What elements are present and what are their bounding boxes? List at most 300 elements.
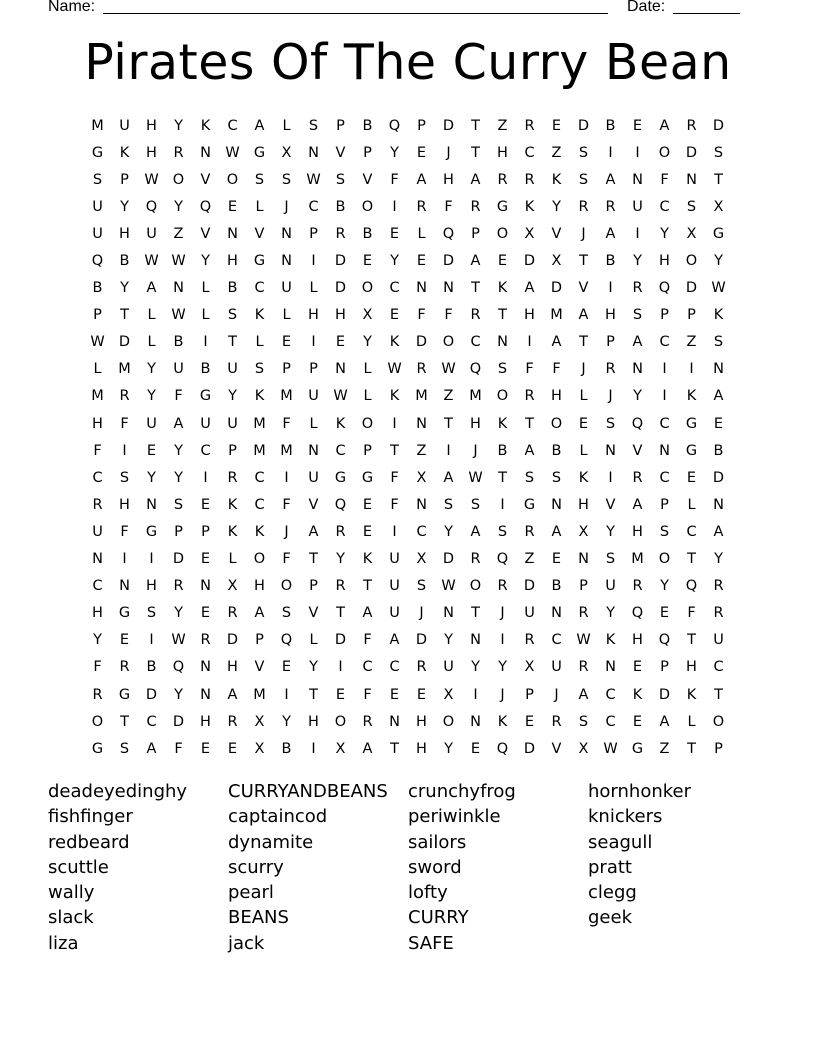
grid-letter: A [524,442,535,459]
grid-letter: H [227,659,238,676]
word-item: geek [588,907,632,929]
grid-letter: T [498,469,507,486]
grid-letter: J [473,442,478,459]
grid-letter: D [685,144,698,161]
grid-letter: U [551,659,562,676]
grid-letter: S [470,496,481,513]
grid-letter: I [527,334,532,351]
grid-letter: M [91,117,104,134]
grid-letter: H [92,605,103,622]
grid-letter: H [551,388,562,405]
grid-letter: Q [658,632,671,649]
grid-letter: L [687,713,696,730]
grid-letter: Y [282,713,291,730]
grid-letter: I [122,442,127,459]
grid-letter: T [228,334,237,351]
grid-letter: A [470,523,481,540]
grid-letter: B [605,117,616,134]
grid-letter: G [712,225,725,242]
grid-letter: E [497,253,508,270]
grid-letter: U [227,415,238,432]
grid-letter: J [284,198,289,215]
grid-row [84,518,732,545]
grid-letter: W [144,253,159,270]
grid-row [84,383,732,410]
word-item: deadeyedinghy [48,781,188,802]
grid-letter: R [119,659,130,676]
grid-letter: U [227,361,238,378]
grid-letter: H [308,307,319,324]
grid-letter: V [308,605,319,622]
grid-letter: V [335,144,346,161]
grid-letter: E [119,632,130,649]
grid-letter: F [390,469,399,486]
grid-letter: S [227,307,238,324]
grid-letter: I [662,361,667,378]
grid-letter: E [389,225,400,242]
grid-letter: L [687,496,696,513]
grid-letter: P [687,307,696,324]
word-column [48,779,228,956]
grid-letter: Y [174,117,183,134]
grid-letter: Y [444,740,453,757]
grid-letter: H [497,144,508,161]
grid-letter: F [174,740,183,757]
grid-letter: Q [91,253,104,270]
grid-letter: L [282,307,291,324]
grid-letter: N [200,659,211,676]
grid-letter: U [443,659,454,676]
grid-letter: B [146,659,157,676]
grid-letter: H [146,144,157,161]
grid-letter: O [226,171,239,188]
grid-letter: K [227,523,238,540]
grid-letter: L [309,280,318,297]
grid-row [84,166,732,193]
grid-letter: V [632,442,643,459]
grid-letter: S [443,496,454,513]
grid-letter: N [443,280,454,297]
grid-letter: V [308,496,319,513]
grid-letter: H [92,415,103,432]
grid-letter: D [442,117,455,134]
grid-letter: U [389,578,400,595]
grid-letter: N [443,605,454,622]
grid-row [84,708,732,735]
grid-letter: E [227,198,238,215]
grid-letter: F [444,307,453,324]
grid-letter: N [92,551,103,568]
word-column [228,779,408,956]
grid-letter: X [416,551,427,568]
grid-letter: U [92,198,103,215]
grid-letter: L [417,225,426,242]
grid-letter: W [225,144,240,161]
grid-letter: P [255,632,264,649]
grid-letter: L [363,388,372,405]
grid-letter: I [392,415,397,432]
grid-letter: Z [551,144,562,161]
grid-row [84,247,732,274]
word-item: slack [48,907,94,929]
grid-letter: U [200,415,211,432]
grid-letter: Z [686,334,697,351]
grid-letter: C [308,198,319,215]
grid-letter: L [228,551,237,568]
word-item: periwinkle [408,806,501,828]
grid-letter: D [523,740,536,757]
grid-letter: E [659,605,670,622]
grid-letter: O [712,713,725,730]
header-line [48,0,748,20]
grid-letter: A [713,388,724,405]
word-item: BEANS [228,907,289,929]
grid-letter: S [416,578,427,595]
grid-letter: K [335,415,346,432]
grid-letter: H [470,415,481,432]
grid-letter: E [713,415,724,432]
grid-letter: S [605,551,616,568]
grid-letter: R [335,578,346,595]
word-item: scurry [228,856,284,878]
grid-letter: A [605,225,616,242]
grid-letter: C [200,442,211,459]
grid-letter: D [172,551,185,568]
grid-letter: Q [388,117,401,134]
grid-letter: K [119,144,130,161]
grid-letter: S [92,171,103,188]
grid-letter: Y [147,469,156,486]
grid-letter: R [227,469,238,486]
grid-letter: L [147,334,156,351]
word-item: pratt [588,856,632,878]
grid-letter: U [281,280,292,297]
grid-letter: O [496,225,509,242]
word-item: jack [228,932,265,954]
grid-letter: J [581,225,586,242]
grid-letter: R [632,280,643,297]
grid-letter: A [362,740,373,757]
grid-letter: S [605,415,616,432]
grid-letter: D [550,280,563,297]
grid-letter: F [93,442,102,459]
grid-letter: L [147,307,156,324]
grid-letter: N [713,496,724,513]
grid-letter: I [149,551,154,568]
grid-letter: X [335,740,346,757]
grid-letter: S [632,307,643,324]
grid-letter: N [200,686,211,703]
grid-letter: U [119,117,130,134]
grid-letter: K [551,171,562,188]
grid-letter: B [362,117,373,134]
grid-letter: U [389,551,400,568]
grid-letter: Y [120,280,129,297]
grid-letter: X [551,253,562,270]
grid-letter: Q [496,740,509,757]
grid-letter: Y [606,523,615,540]
grid-letter: N [470,713,481,730]
grid-letter: K [605,632,616,649]
grid-letter: V [578,280,589,297]
grid-letter: B [551,578,562,595]
grid-letter: G [685,415,698,432]
grid-letter: C [470,334,481,351]
grid-letter: P [363,442,372,459]
grid-letter: M [253,686,266,703]
grid-letter: J [419,605,424,622]
word-item: captaincod [228,806,328,828]
grid-letter: J [581,361,586,378]
grid-letter: T [714,171,723,188]
grid-letter: E [200,551,211,568]
word-item: sword [408,856,462,878]
letter-grid [84,112,732,762]
grid-letter: N [308,442,319,459]
grid-letter: V [551,225,562,242]
grid-letter: D [523,253,536,270]
grid-letter: P [309,225,318,242]
grid-row [84,654,732,681]
grid-letter: N [686,171,697,188]
grid-letter: I [149,632,154,649]
grid-letter: I [284,686,289,703]
grid-letter: A [659,117,670,134]
grid-letter: A [470,253,481,270]
grid-letter: L [201,280,210,297]
grid-row [84,139,732,166]
grid-letter: N [497,334,508,351]
grid-letter: I [311,740,316,757]
grid-letter: F [417,307,426,324]
grid-letter: U [92,523,103,540]
grid-letter: K [227,496,238,513]
grid-letter: T [498,307,507,324]
grid-letter: O [334,713,347,730]
grid-letter: Y [390,253,399,270]
grid-letter: L [255,198,264,215]
grid-letter: O [361,198,374,215]
grid-letter: G [253,253,266,270]
grid-letter: Q [442,225,455,242]
grid-letter: K [686,686,697,703]
grid-row [84,735,732,762]
grid-letter: I [392,523,397,540]
grid-letter: W [171,307,186,324]
grid-letter: A [578,307,589,324]
grid-letter: G [361,469,374,486]
page-title: Pirates Of The Curry Bean [84,34,732,91]
grid-letter: L [282,117,291,134]
grid-letter: K [200,117,211,134]
grid-letter: Y [174,469,183,486]
grid-letter: G [685,442,698,459]
grid-letter: N [416,496,427,513]
grid-letter: T [525,415,534,432]
grid-letter: N [281,253,292,270]
grid-letter: I [608,469,613,486]
grid-letter: P [579,578,588,595]
grid-letter: N [416,415,427,432]
grid-letter: R [605,198,616,215]
grid-letter: I [635,225,640,242]
grid-letter: K [497,415,508,432]
grid-letter: E [200,496,211,513]
grid-letter: N [713,361,724,378]
grid-letter: T [390,740,399,757]
grid-letter: C [686,523,697,540]
grid-letter: A [173,415,184,432]
grid-letter: A [605,171,616,188]
grid-letter: G [199,388,212,405]
grid-row [84,681,732,708]
grid-letter: R [416,659,427,676]
grid-letter: B [605,253,616,270]
grid-letter: Y [147,361,156,378]
grid-row [84,112,732,139]
grid-letter: S [713,334,724,351]
word-item: lofty [408,882,448,904]
grid-letter: C [335,442,346,459]
grid-letter: H [416,740,427,757]
grid-letter: Y [174,686,183,703]
grid-letter: R [578,659,589,676]
grid-letter: Q [658,280,671,297]
grid-letter: U [524,605,535,622]
grid-letter: E [227,740,238,757]
grid-letter: S [146,605,157,622]
grid-letter: W [171,253,186,270]
grid-letter: I [608,280,613,297]
grid-letter: Y [336,551,345,568]
grid-letter: P [174,523,183,540]
grid-letter: E [632,117,643,134]
grid-letter: C [713,659,724,676]
grid-letter: E [362,253,373,270]
grid-letter: E [578,415,589,432]
grid-letter: X [578,523,589,540]
grid-letter: Y [714,253,723,270]
grid-letter: C [551,632,562,649]
grid-letter: L [93,361,102,378]
grid-letter: U [173,361,184,378]
word-item: pearl [228,882,274,904]
grid-letter: B [227,280,238,297]
grid-letter: R [578,198,589,215]
name-label: Name: [48,0,96,15]
grid-letter: Y [606,605,615,622]
grid-letter: S [254,361,265,378]
grid-letter: L [201,307,210,324]
word-item: scuttle [48,856,109,878]
grid-letter: T [309,686,318,703]
grid-letter: R [497,578,508,595]
grid-letter: H [524,307,535,324]
grid-letter: P [120,171,129,188]
grid-letter: X [713,198,724,215]
grid-letter: N [335,361,346,378]
grid-letter: F [120,523,129,540]
grid-letter: B [335,198,346,215]
grid-letter: G [334,469,347,486]
grid-letter: K [578,469,589,486]
grid-letter: L [255,334,264,351]
grid-letter: Y [390,144,399,161]
grid-letter: C [416,523,427,540]
grid-letter: T [687,740,696,757]
grid-letter: X [524,659,535,676]
grid-letter: D [712,117,725,134]
grid-letter: Q [145,198,158,215]
grid-letter: S [173,496,184,513]
grid-letter: B [200,361,211,378]
grid-letter: X [578,740,589,757]
grid-letter: I [500,496,505,513]
grid-letter: N [605,442,616,459]
grid-letter: I [311,334,316,351]
grid-letter: Q [469,361,482,378]
grid-letter: I [122,551,127,568]
name-blank-line [103,13,608,14]
grid-letter: X [254,713,265,730]
grid-letter: O [685,253,698,270]
grid-letter: S [281,171,292,188]
grid-letter: M [118,361,131,378]
grid-letter: A [389,632,400,649]
grid-letter: U [146,225,157,242]
grid-letter: K [254,388,265,405]
grid-letter: X [254,740,265,757]
grid-letter: P [93,307,102,324]
grid-letter: W [441,361,456,378]
word-item: SAFE [408,932,454,954]
grid-letter: K [254,307,265,324]
grid-letter: G [631,740,644,757]
grid-letter: D [442,253,455,270]
grid-letter: Y [471,659,480,676]
grid-letter: E [632,659,643,676]
grid-letter: C [524,144,535,161]
grid-letter: R [173,144,184,161]
grid-letter: Y [714,551,723,568]
grid-letter: S [578,144,589,161]
grid-letter: Y [147,388,156,405]
grid-letter: R [416,198,427,215]
grid-letter: A [227,686,238,703]
grid-letter: S [119,740,130,757]
word-item: dynamite [228,831,314,853]
grid-letter: C [92,578,103,595]
grid-letter: Q [199,198,212,215]
grid-letter: H [308,713,319,730]
grid-letter: V [362,171,373,188]
grid-letter: C [605,686,616,703]
grid-letter: D [577,117,590,134]
grid-letter: R [713,605,724,622]
grid-letter: J [446,144,451,161]
grid-letter: A [578,686,589,703]
grid-letter: U [632,198,643,215]
grid-letter: F [282,496,291,513]
grid-letter: O [172,171,185,188]
grid-letter: W [90,334,105,351]
grid-letter: T [363,578,372,595]
grid-letter: M [253,442,266,459]
grid-letter: W [387,361,402,378]
grid-letter: I [203,334,208,351]
grid-letter: G [523,496,536,513]
grid-letter: Z [659,740,670,757]
